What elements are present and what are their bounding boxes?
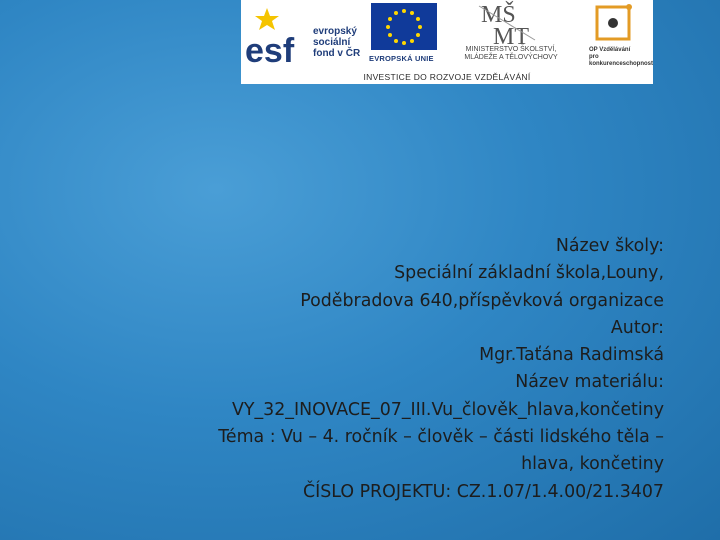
svg-text:MŠ: MŠ (481, 2, 516, 28)
school-name-line1: Speciální základní škola,Louny, (394, 263, 664, 284)
eu-caption: EVROPSKÁ UNIE (369, 54, 434, 63)
op-caption: OP Vzdělávání pro konkurenceschopnost (589, 47, 654, 67)
esf-logo-icon (245, 4, 307, 64)
logo-banner (241, 0, 653, 84)
material-name: VY_32_INOVACE_07_III.Vu_člověk_hlava,končetiny (231, 399, 664, 420)
esf-text: evropský sociální fond v ČR (313, 26, 361, 59)
school-name-line2: Poděbradova 640,příspěvková organizace (300, 290, 664, 311)
op-logo-icon (591, 3, 639, 45)
msmt-caption: MINISTERSTVO ŠKOLSTVÍ, MLÁDEŽE A TĚLOVÝCHOVY (464, 46, 558, 61)
msmt-logo-icon (475, 0, 539, 46)
school-label: Název školy: (555, 236, 664, 256)
topic-line1: Téma : Vu – 4. ročník – člověk – části lidského těla – (218, 427, 664, 448)
svg-text:esf: esf (245, 32, 295, 64)
title-text-block (218, 233, 664, 506)
author-label: Autor: (610, 317, 664, 338)
project-number: ČÍSLO PROJEKTU: CZ.1.07/1.4.00/21.3407 (302, 481, 664, 502)
eu-flag-icon (371, 3, 437, 50)
topic-line2: hlava, končetiny (521, 454, 664, 475)
author-name: Mgr.Taťána Radimská (479, 345, 664, 366)
investice-slogan: INVESTICE DO ROZVOJE VZDĚLÁVÁNÍ (363, 72, 531, 82)
material-label: Název materiálu: (515, 372, 664, 393)
svg-text:MT: MT (493, 24, 529, 46)
